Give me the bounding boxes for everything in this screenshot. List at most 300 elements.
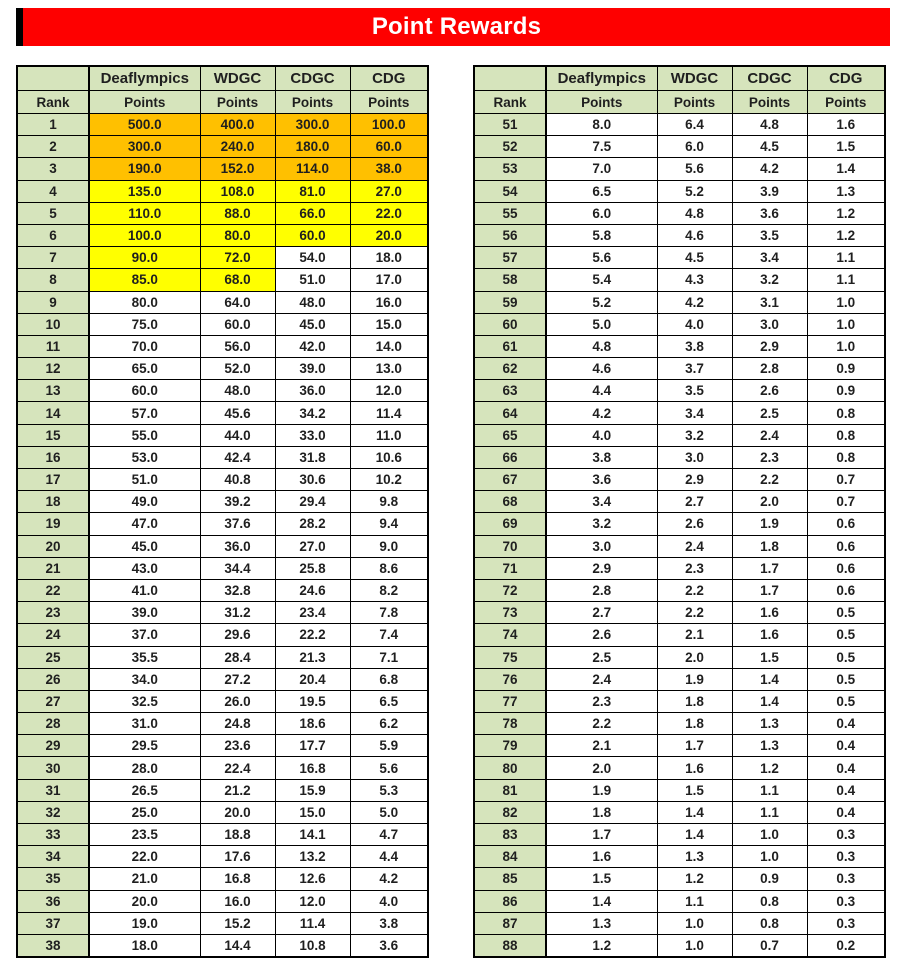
points-table-right <box>473 65 886 958</box>
rank-cell: 18 <box>17 491 89 513</box>
points-cell: 0.6 <box>807 535 885 557</box>
points-cell: 39.0 <box>89 602 200 624</box>
points-cell: 4.2 <box>546 402 657 424</box>
points-cell: 1.4 <box>807 158 885 180</box>
points-cell: 2.4 <box>657 535 732 557</box>
points-cell: 1.9 <box>546 779 657 801</box>
points-cell: 0.4 <box>807 757 885 779</box>
rank-cell: 58 <box>474 269 546 291</box>
points-cell: 4.2 <box>657 291 732 313</box>
table-row <box>474 269 885 291</box>
points-cell: 2.9 <box>732 335 807 357</box>
points-cell: 3.4 <box>657 402 732 424</box>
rank-cell: 53 <box>474 158 546 180</box>
points-cell: 16.0 <box>350 291 428 313</box>
table-row <box>474 602 885 624</box>
rank-cell: 28 <box>17 713 89 735</box>
points-cell: 0.3 <box>807 868 885 890</box>
points-cell: 43.0 <box>89 557 200 579</box>
points-cell: 180.0 <box>275 136 350 158</box>
points-cell: 3.8 <box>657 335 732 357</box>
rank-cell: 87 <box>474 912 546 934</box>
points-cell: 4.6 <box>546 358 657 380</box>
points-cell: 1.8 <box>546 801 657 823</box>
rank-cell: 80 <box>474 757 546 779</box>
points-cell: 15.0 <box>275 801 350 823</box>
table-row <box>474 690 885 712</box>
table-row <box>474 646 885 668</box>
points-cell: 37.6 <box>200 513 275 535</box>
points-cell: 4.3 <box>657 269 732 291</box>
points-cell: 3.1 <box>732 291 807 313</box>
points-cell: 2.4 <box>732 424 807 446</box>
points-cell: 27.2 <box>200 668 275 690</box>
points-cell: 0.3 <box>807 912 885 934</box>
points-cell: 1.4 <box>546 890 657 912</box>
points-cell: 2.7 <box>657 491 732 513</box>
points-cell: 1.0 <box>807 313 885 335</box>
column-group-header: WDGC <box>657 66 732 91</box>
points-cell: 0.4 <box>807 735 885 757</box>
column-group-header: CDGC <box>732 66 807 91</box>
points-cell: 1.4 <box>657 824 732 846</box>
table-row <box>17 690 428 712</box>
points-cell: 37.0 <box>89 624 200 646</box>
table-row <box>474 846 885 868</box>
points-header: Points <box>732 91 807 114</box>
rank-cell: 52 <box>474 136 546 158</box>
points-cell: 1.5 <box>657 779 732 801</box>
points-cell: 15.2 <box>200 912 275 934</box>
points-cell: 1.7 <box>546 824 657 846</box>
rank-cell: 32 <box>17 801 89 823</box>
points-cell: 10.8 <box>275 934 350 957</box>
table-row <box>474 890 885 912</box>
points-cell: 1.2 <box>657 868 732 890</box>
table-row <box>17 535 428 557</box>
rank-cell: 21 <box>17 557 89 579</box>
points-cell: 0.7 <box>732 934 807 957</box>
points-cell: 11.0 <box>350 424 428 446</box>
points-cell: 1.6 <box>546 846 657 868</box>
points-cell: 1.1 <box>807 247 885 269</box>
points-cell: 108.0 <box>200 180 275 202</box>
rank-cell: 74 <box>474 624 546 646</box>
table-row <box>17 469 428 491</box>
table-row <box>474 934 885 957</box>
table-row <box>17 202 428 224</box>
rank-cell: 59 <box>474 291 546 313</box>
points-cell: 18.0 <box>89 934 200 957</box>
table-row <box>474 535 885 557</box>
table-row <box>474 446 885 468</box>
table-row <box>17 846 428 868</box>
points-cell: 2.6 <box>732 380 807 402</box>
points-cell: 3.0 <box>657 446 732 468</box>
points-cell: 32.8 <box>200 579 275 601</box>
points-cell: 18.6 <box>275 713 350 735</box>
points-cell: 15.0 <box>350 313 428 335</box>
points-cell: 0.6 <box>807 579 885 601</box>
points-cell: 34.4 <box>200 557 275 579</box>
table-row <box>474 801 885 823</box>
points-cell: 6.5 <box>546 180 657 202</box>
points-cell: 20.4 <box>275 668 350 690</box>
points-cell: 19.0 <box>89 912 200 934</box>
points-cell: 1.0 <box>657 934 732 957</box>
points-cell: 1.2 <box>807 224 885 246</box>
points-cell: 0.8 <box>807 446 885 468</box>
rank-cell: 3 <box>17 158 89 180</box>
points-cell: 0.7 <box>807 491 885 513</box>
points-cell: 114.0 <box>275 158 350 180</box>
points-cell: 1.5 <box>732 646 807 668</box>
points-cell: 6.0 <box>657 136 732 158</box>
table-row <box>17 335 428 357</box>
rank-cell: 73 <box>474 602 546 624</box>
points-cell: 80.0 <box>89 291 200 313</box>
table-row <box>17 291 428 313</box>
points-cell: 31.8 <box>275 446 350 468</box>
points-cell: 2.8 <box>732 358 807 380</box>
points-cell: 39.0 <box>275 358 350 380</box>
points-cell: 1.3 <box>807 180 885 202</box>
points-header: Points <box>200 91 275 114</box>
points-cell: 22.2 <box>275 624 350 646</box>
points-cell: 3.6 <box>350 934 428 957</box>
points-cell: 2.9 <box>657 469 732 491</box>
points-cell: 1.6 <box>807 114 885 136</box>
points-cell: 11.4 <box>350 402 428 424</box>
points-cell: 22.0 <box>350 202 428 224</box>
points-cell: 55.0 <box>89 424 200 446</box>
points-cell: 23.5 <box>89 824 200 846</box>
table-row <box>17 801 428 823</box>
points-cell: 6.4 <box>657 114 732 136</box>
points-cell: 17.0 <box>350 269 428 291</box>
column-group-header: Deaflympics <box>546 66 657 91</box>
points-cell: 3.5 <box>732 224 807 246</box>
table-row <box>474 158 885 180</box>
points-cell: 5.9 <box>350 735 428 757</box>
column-group-header: CDG <box>807 66 885 91</box>
points-cell: 10.6 <box>350 446 428 468</box>
rank-cell: 1 <box>17 114 89 136</box>
rank-cell: 7 <box>17 247 89 269</box>
table-row <box>474 624 885 646</box>
points-cell: 25.0 <box>89 801 200 823</box>
table-row <box>17 713 428 735</box>
table-row <box>17 269 428 291</box>
points-cell: 4.2 <box>732 158 807 180</box>
column-group-header: WDGC <box>200 66 275 91</box>
column-group-header: CDGC <box>275 66 350 91</box>
points-header: Points <box>350 91 428 114</box>
rank-cell: 26 <box>17 668 89 690</box>
rank-cell: 9 <box>17 291 89 313</box>
rank-cell: 68 <box>474 491 546 513</box>
points-cell: 2.8 <box>546 579 657 601</box>
rank-cell: 34 <box>17 846 89 868</box>
points-cell: 60.0 <box>275 224 350 246</box>
points-cell: 7.8 <box>350 602 428 624</box>
points-cell: 16.0 <box>200 890 275 912</box>
points-cell: 14.4 <box>200 934 275 957</box>
table-row <box>17 824 428 846</box>
points-cell: 21.3 <box>275 646 350 668</box>
points-cell: 4.5 <box>732 136 807 158</box>
points-cell: 44.0 <box>200 424 275 446</box>
rank-cell: 78 <box>474 713 546 735</box>
points-cell: 34.0 <box>89 668 200 690</box>
points-cell: 1.7 <box>732 579 807 601</box>
table-row <box>17 646 428 668</box>
points-cell: 1.1 <box>807 269 885 291</box>
points-cell: 38.0 <box>350 158 428 180</box>
points-header: Points <box>657 91 732 114</box>
rank-cell: 38 <box>17 934 89 957</box>
rank-cell: 17 <box>17 469 89 491</box>
points-cell: 60.0 <box>89 380 200 402</box>
rank-cell: 84 <box>474 846 546 868</box>
table-row <box>474 491 885 513</box>
points-cell: 4.8 <box>546 335 657 357</box>
table-row <box>17 224 428 246</box>
table-row <box>17 402 428 424</box>
points-cell: 3.5 <box>657 380 732 402</box>
table-row <box>474 513 885 535</box>
points-cell: 9.0 <box>350 535 428 557</box>
points-cell: 3.6 <box>732 202 807 224</box>
rank-cell: 60 <box>474 313 546 335</box>
points-cell: 5.6 <box>546 247 657 269</box>
points-cell: 240.0 <box>200 136 275 158</box>
points-cell: 48.0 <box>200 380 275 402</box>
rank-cell: 35 <box>17 868 89 890</box>
table-row <box>17 934 428 957</box>
table-row <box>474 912 885 934</box>
points-cell: 1.8 <box>657 713 732 735</box>
points-cell: 22.0 <box>89 846 200 868</box>
points-cell: 32.5 <box>89 690 200 712</box>
points-header: Points <box>807 91 885 114</box>
points-cell: 3.2 <box>546 513 657 535</box>
points-cell: 41.0 <box>89 579 200 601</box>
points-cell: 3.4 <box>546 491 657 513</box>
points-cell: 1.0 <box>657 912 732 934</box>
points-cell: 1.4 <box>732 668 807 690</box>
points-cell: 8.2 <box>350 579 428 601</box>
points-cell: 4.4 <box>350 846 428 868</box>
points-cell: 12.0 <box>275 890 350 912</box>
rank-cell: 33 <box>17 824 89 846</box>
rank-cell: 72 <box>474 579 546 601</box>
points-cell: 2.2 <box>657 602 732 624</box>
points-cell: 28.0 <box>89 757 200 779</box>
table-row <box>17 602 428 624</box>
points-cell: 4.2 <box>350 868 428 890</box>
points-cell: 6.0 <box>546 202 657 224</box>
table-row <box>17 446 428 468</box>
points-cell: 1.2 <box>732 757 807 779</box>
table-row <box>17 513 428 535</box>
table-row <box>17 158 428 180</box>
table-row <box>474 402 885 424</box>
table-row <box>474 291 885 313</box>
page-title: Point Rewards <box>371 13 542 40</box>
points-cell: 6.5 <box>350 690 428 712</box>
points-cell: 57.0 <box>89 402 200 424</box>
points-cell: 1.4 <box>732 690 807 712</box>
points-cell: 1.6 <box>657 757 732 779</box>
group-header-row <box>17 66 428 91</box>
corner-cell <box>17 66 89 91</box>
points-cell: 5.6 <box>657 158 732 180</box>
points-cell: 2.5 <box>732 402 807 424</box>
points-cell: 3.4 <box>732 247 807 269</box>
points-cell: 0.5 <box>807 624 885 646</box>
points-cell: 80.0 <box>200 224 275 246</box>
points-cell: 1.0 <box>732 824 807 846</box>
rank-cell: 20 <box>17 535 89 557</box>
points-cell: 60.0 <box>350 136 428 158</box>
points-table-left <box>16 65 429 958</box>
table-row <box>474 335 885 357</box>
rank-cell: 61 <box>474 335 546 357</box>
points-cell: 2.6 <box>546 624 657 646</box>
points-cell: 56.0 <box>200 335 275 357</box>
points-cell: 6.2 <box>350 713 428 735</box>
column-group-header: Deaflympics <box>89 66 200 91</box>
points-cell: 1.1 <box>657 890 732 912</box>
points-cell: 29.4 <box>275 491 350 513</box>
points-cell: 45.0 <box>275 313 350 335</box>
rank-cell: 83 <box>474 824 546 846</box>
rank-cell: 31 <box>17 779 89 801</box>
points-cell: 5.0 <box>546 313 657 335</box>
points-cell: 400.0 <box>200 114 275 136</box>
points-cell: 49.0 <box>89 491 200 513</box>
points-cell: 17.6 <box>200 846 275 868</box>
table-row <box>17 912 428 934</box>
points-cell: 3.0 <box>546 535 657 557</box>
table-row <box>17 358 428 380</box>
rank-cell: 51 <box>474 114 546 136</box>
points-cell: 19.5 <box>275 690 350 712</box>
table-row <box>17 247 428 269</box>
rank-cell: 85 <box>474 868 546 890</box>
table-row <box>474 358 885 380</box>
points-cell: 11.4 <box>275 912 350 934</box>
points-cell: 31.0 <box>89 713 200 735</box>
table-row <box>17 180 428 202</box>
table-row <box>474 713 885 735</box>
rank-cell: 79 <box>474 735 546 757</box>
points-cell: 13.2 <box>275 846 350 868</box>
points-cell: 2.1 <box>657 624 732 646</box>
points-cell: 85.0 <box>89 269 200 291</box>
table-row <box>474 247 885 269</box>
points-cell: 0.9 <box>807 380 885 402</box>
points-cell: 3.8 <box>350 912 428 934</box>
points-cell: 54.0 <box>275 247 350 269</box>
rank-cell: 88 <box>474 934 546 957</box>
points-cell: 2.0 <box>657 646 732 668</box>
table-row <box>17 424 428 446</box>
points-cell: 18.0 <box>350 247 428 269</box>
points-cell: 22.4 <box>200 757 275 779</box>
points-cell: 18.8 <box>200 824 275 846</box>
rank-cell: 63 <box>474 380 546 402</box>
rank-cell: 70 <box>474 535 546 557</box>
points-cell: 0.3 <box>807 846 885 868</box>
points-cell: 27.0 <box>350 180 428 202</box>
table-row <box>474 136 885 158</box>
rank-cell: 65 <box>474 424 546 446</box>
rank-cell: 19 <box>17 513 89 535</box>
rank-cell: 71 <box>474 557 546 579</box>
table-row <box>474 557 885 579</box>
rank-cell: 27 <box>17 690 89 712</box>
points-cell: 2.2 <box>546 713 657 735</box>
table-row <box>474 735 885 757</box>
points-cell: 90.0 <box>89 247 200 269</box>
rank-cell: 57 <box>474 247 546 269</box>
points-cell: 53.0 <box>89 446 200 468</box>
points-cell: 1.0 <box>807 291 885 313</box>
points-cell: 14.0 <box>350 335 428 357</box>
points-header: Points <box>546 91 657 114</box>
points-cell: 42.4 <box>200 446 275 468</box>
table-row <box>17 557 428 579</box>
corner-cell <box>474 66 546 91</box>
points-cell: 51.0 <box>275 269 350 291</box>
points-cell: 51.0 <box>89 469 200 491</box>
points-cell: 3.7 <box>657 358 732 380</box>
points-cell: 5.8 <box>546 224 657 246</box>
points-cell: 190.0 <box>89 158 200 180</box>
table-row <box>17 114 428 136</box>
points-cell: 1.5 <box>546 868 657 890</box>
table-row <box>17 735 428 757</box>
rank-cell: 11 <box>17 335 89 357</box>
sub-header-row <box>17 91 428 114</box>
points-cell: 45.0 <box>89 535 200 557</box>
points-cell: 6.8 <box>350 668 428 690</box>
points-cell: 31.2 <box>200 602 275 624</box>
points-cell: 4.8 <box>657 202 732 224</box>
points-cell: 1.3 <box>732 713 807 735</box>
table-row <box>474 424 885 446</box>
column-group-header: CDG <box>350 66 428 91</box>
points-cell: 3.8 <box>546 446 657 468</box>
points-cell: 0.5 <box>807 602 885 624</box>
points-cell: 2.2 <box>657 579 732 601</box>
points-cell: 2.0 <box>732 491 807 513</box>
points-cell: 14.1 <box>275 824 350 846</box>
points-cell: 2.3 <box>732 446 807 468</box>
rank-cell: 66 <box>474 446 546 468</box>
points-cell: 70.0 <box>89 335 200 357</box>
points-cell: 0.8 <box>732 890 807 912</box>
points-cell: 1.9 <box>657 668 732 690</box>
points-cell: 1.1 <box>732 801 807 823</box>
points-cell: 2.3 <box>657 557 732 579</box>
points-cell: 1.7 <box>732 557 807 579</box>
table-row <box>474 579 885 601</box>
points-cell: 1.0 <box>732 846 807 868</box>
points-cell: 20.0 <box>350 224 428 246</box>
